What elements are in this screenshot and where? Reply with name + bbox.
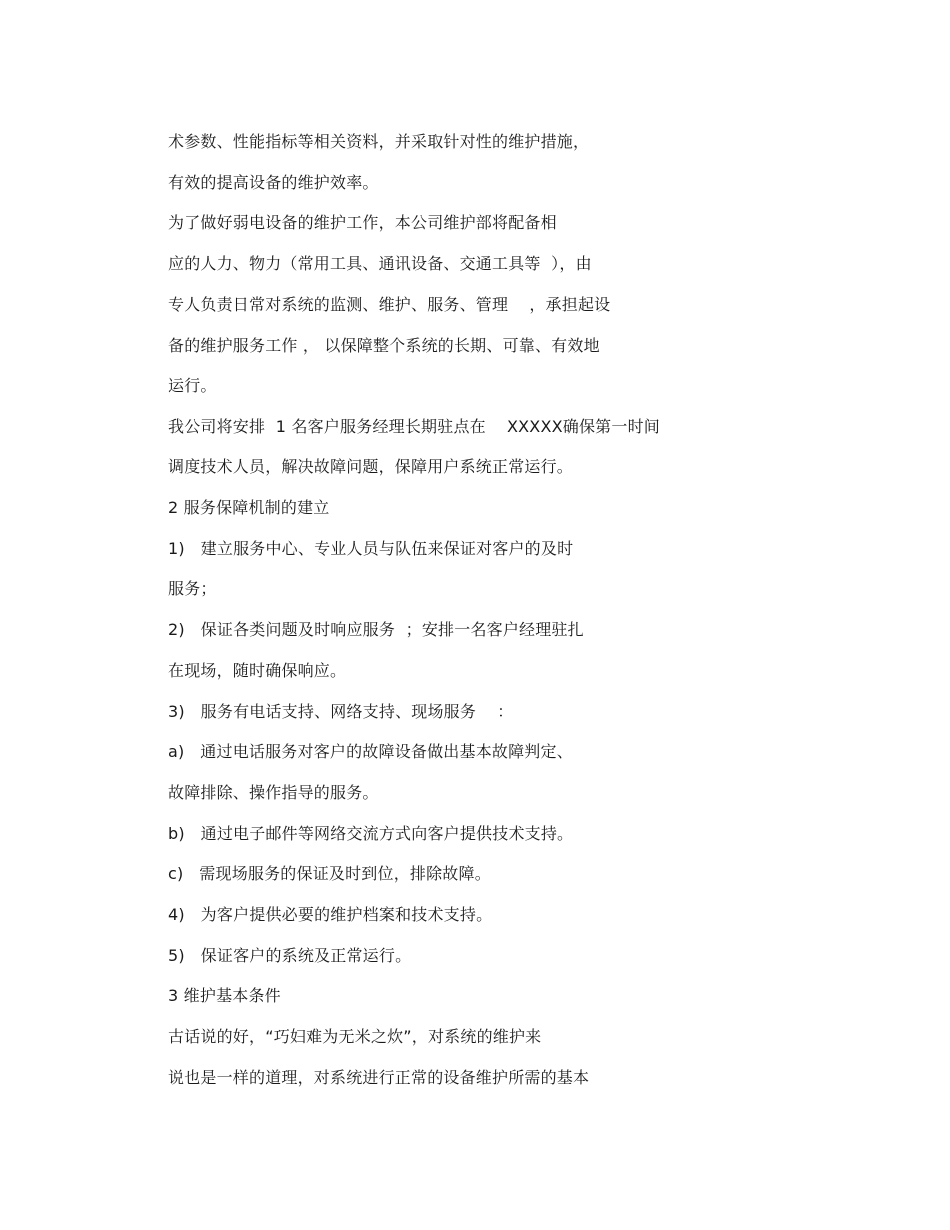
list-item: b) 通过电子邮件等网络交流方式向客户提供技术支持。 — [168, 824, 574, 843]
text-line: 专人负责日常对系统的监测、维护、服务、管理 ，承担起设 — [168, 295, 611, 314]
text-line: 备的维护服务工作 ， 以保障整个系统的长期、可靠、有效地 — [168, 336, 600, 355]
text-line: 应的人力、物力（常用工具、通讯设备、交通工具等 ），由 — [168, 254, 592, 273]
text-line: 故障排除、操作指导的服务。 — [168, 783, 379, 802]
list-item: a) 通过电话服务对客户的故障设备做出基本故障判定、 — [168, 742, 573, 761]
section-heading: 3 维护基本条件 — [168, 986, 281, 1005]
text-line: 运行。 — [168, 376, 217, 395]
list-item: 1) 建立服务中心、专业人员与队伍来保证对客户的及时 — [168, 539, 574, 558]
text-line: 在现场，随时确保响应。 — [168, 661, 347, 680]
list-item: 4) 为客户提供必要的维护档案和技术支持。 — [168, 905, 493, 924]
list-item: 3) 服务有电话支持、网络支持、现场服务 ： — [168, 702, 514, 721]
text-line: 说也是一样的道理，对系统进行正常的设备维护所需的基本 — [168, 1068, 590, 1087]
list-item: c) 需现场服务的保证及时到位，排除故障。 — [168, 864, 491, 883]
list-item: 5) 保证客户的系统及正常运行。 — [168, 946, 412, 965]
text-line: 术参数、性能指标等相关资料，并采取针对性的维护措施， — [168, 132, 590, 151]
text-line: 我公司将安排 1 名客户服务经理长期驻点在 XXXXX确保第一时间 — [168, 417, 660, 436]
text-line: 服务； — [168, 579, 217, 598]
text-line: 有效的提高设备的维护效率。 — [168, 173, 379, 192]
text-line: 古话说的好，“巧妇难为无米之炊”，对系统的维护来 — [168, 1027, 542, 1046]
text-line: 为了做好弱电设备的维护工作，本公司维护部将配备相 — [168, 213, 557, 232]
section-heading: 2 服务保障机制的建立 — [168, 498, 330, 517]
text-line: 调度技术人员，解决故障问题，保障用户系统正常运行。 — [168, 457, 574, 476]
list-item: 2) 保证各类问题及时响应服务 ；安排一名客户经理驻扎 — [168, 620, 584, 639]
